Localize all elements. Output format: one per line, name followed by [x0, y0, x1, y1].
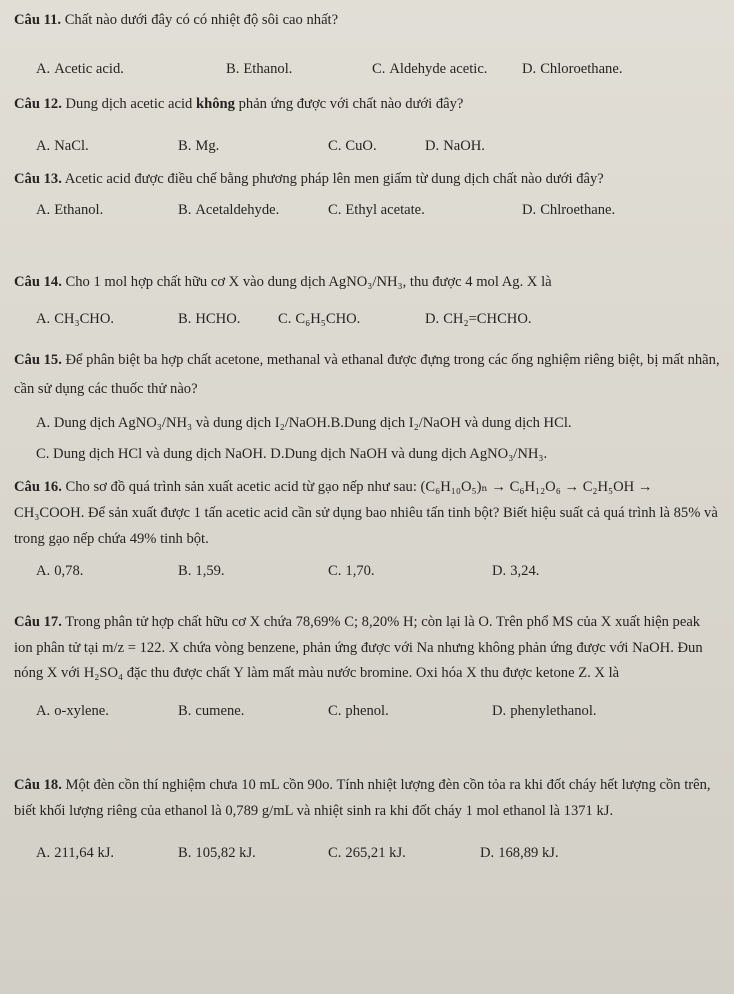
option-c[interactable]: C. C₆H₅CHO.	[278, 311, 361, 327]
options-row	[14, 55, 720, 84]
option-c[interactable]: C. Ethyl acetate.	[328, 202, 425, 218]
option-d[interactable]: D. Chlroethane.	[522, 202, 616, 218]
question-stem: Câu 18. Một đèn cồn thí nghiệm chưa 10 mL cồn 90o. Tính nhiệt lượng đèn cồn tỏa ra khi đốt cháy hết lượng cồn trên, biết khối lượng riêng của ethanol là 0,789 g/mL và nhiệt sinh ra khi đốt cháy 1 mol ethanol là 1371 kJ.	[14, 777, 711, 819]
option-b[interactable]: B. Acetaldehyde.	[178, 202, 280, 218]
option-b[interactable]: B. Mg.	[178, 138, 220, 154]
options-row	[14, 840, 720, 869]
options-row	[14, 558, 720, 587]
option-c[interactable]: C. 1,70.	[328, 563, 375, 579]
option-a[interactable]: A. Acetic acid.	[36, 61, 124, 77]
option-a[interactable]: A. CH₃CHO.	[36, 311, 115, 327]
question-15	[14, 346, 720, 470]
question-stem: Câu 11. Chất nào dưới đây có có nhiệt độ sôi cao nhất?	[14, 12, 339, 28]
question-stem: Câu 16. Cho sơ đồ quá trình sản xuất acetic acid từ gạo nếp như sau: (C₆H₁₀O₅)ₙ → C₆H₁₂O₆ → C₂H₅OH → CH₃COOH. Để sản xuất được 1 tấn acetic acid cần sử dụng bao nhiêu tấn tinh bột? Biết hiệu suất cả quá trình là 85% và trong gạo nếp chứa 49% tinh bột.	[14, 479, 718, 547]
option-d[interactable]: D. 168,89 kJ.	[480, 845, 559, 861]
option-d[interactable]: D. 3,24.	[492, 563, 540, 579]
negation-emphasis: không	[195, 96, 235, 112]
option-c[interactable]: C. phenol.	[328, 702, 389, 719]
question-stem: Câu 12. Dung dịch acetic acid không phản ứng được với chất nào dưới đây?	[14, 96, 464, 112]
question-17	[14, 610, 720, 728]
option-d[interactable]: D. Chloroethane.	[522, 61, 623, 77]
option-a[interactable]: A. 0,78.	[36, 563, 84, 579]
option-d[interactable]: D. NaOH.	[425, 138, 485, 154]
option-c[interactable]: C. Aldehyde acetic.	[372, 61, 488, 77]
question-number: Câu 15.	[14, 352, 62, 368]
option-c[interactable]: C. 265,21 kJ.	[328, 845, 406, 861]
question-number: Câu 11.	[14, 12, 62, 28]
option-c[interactable]: C. CuO.	[328, 138, 377, 154]
question-13	[14, 158, 720, 225]
options-row	[14, 132, 720, 161]
options-row	[14, 699, 720, 728]
options-row	[14, 196, 720, 225]
question-number: Câu 17.	[14, 614, 62, 630]
option-b[interactable]: B. 1,59.	[178, 563, 225, 579]
option-b[interactable]: B. 105,82 kJ.	[178, 845, 256, 861]
option-b[interactable]: B. cumene.	[178, 702, 245, 719]
question-number: Câu 14.	[14, 274, 62, 290]
option-a[interactable]: A. 211,64 kJ.	[36, 845, 115, 861]
option-line-ab[interactable]: A. Dung dịch AgNO₃/NH₃ và dung dịch I₂/NaOH.B.Dung dịch I₂/NaOH và dung dịch HCl.	[36, 415, 572, 431]
options-row	[14, 305, 720, 334]
option-d[interactable]: D. phenylethanol.	[492, 702, 597, 719]
question-16	[14, 474, 720, 587]
option-b[interactable]: B. HCHO.	[178, 311, 241, 327]
question-11	[14, 6, 720, 84]
question-stem: Câu 15. Để phân biệt ba hợp chất acetone, methanal và ethanal được đựng trong các ống nghiệm riêng biệt, bị mất nhãn, cần sử dụng các thuốc thử nào?	[14, 352, 720, 397]
question-14	[14, 268, 720, 334]
question-stem: Câu 17. Trong phân tử hợp chất hữu cơ X chứa 78,69% C; 8,20% H; còn lại là O. Trên phổ MS của X xuất hiện peak ion phân tử tại m/z = 122. X chứa vòng benzene, phản ứng được với Na nhưng không phản ứng được với NaOH. Đun nóng X với H₂SO₄ đặc thu được chất Y làm mất màu nước bromine. Oxi hóa X thu được ketone Z. X là	[14, 614, 703, 681]
question-12	[14, 90, 720, 161]
option-d[interactable]: D. CH₂=CHCHO.	[425, 311, 532, 327]
option-a[interactable]: A. o-xylene.	[36, 702, 109, 719]
question-number: Câu 13.	[14, 171, 62, 187]
question-stem: Câu 13. Acetic acid được điều chế bằng phương pháp lên men giấm từ dung dịch chất nào dưới đây?	[14, 171, 604, 187]
option-a[interactable]: A. Ethanol.	[36, 202, 104, 218]
option-a[interactable]: A. NaCl.	[36, 138, 89, 154]
question-number: Câu 12.	[14, 96, 62, 112]
question-number: Câu 16.	[14, 479, 62, 495]
question-stem: Câu 14. Cho 1 mol hợp chất hữu cơ X vào dung dịch AgNO₃/NH₃, thu được 4 mol Ag. X là	[14, 274, 552, 290]
option-line-cd[interactable]: C. Dung dịch HCl và dung dịch NaOH. D.Dung dịch NaOH và dung dịch AgNO₃/NH₃.	[36, 446, 548, 462]
options-block	[14, 408, 720, 470]
question-18	[14, 772, 720, 869]
question-number: Câu 18.	[14, 777, 62, 793]
option-b[interactable]: B. Ethanol.	[226, 61, 293, 77]
